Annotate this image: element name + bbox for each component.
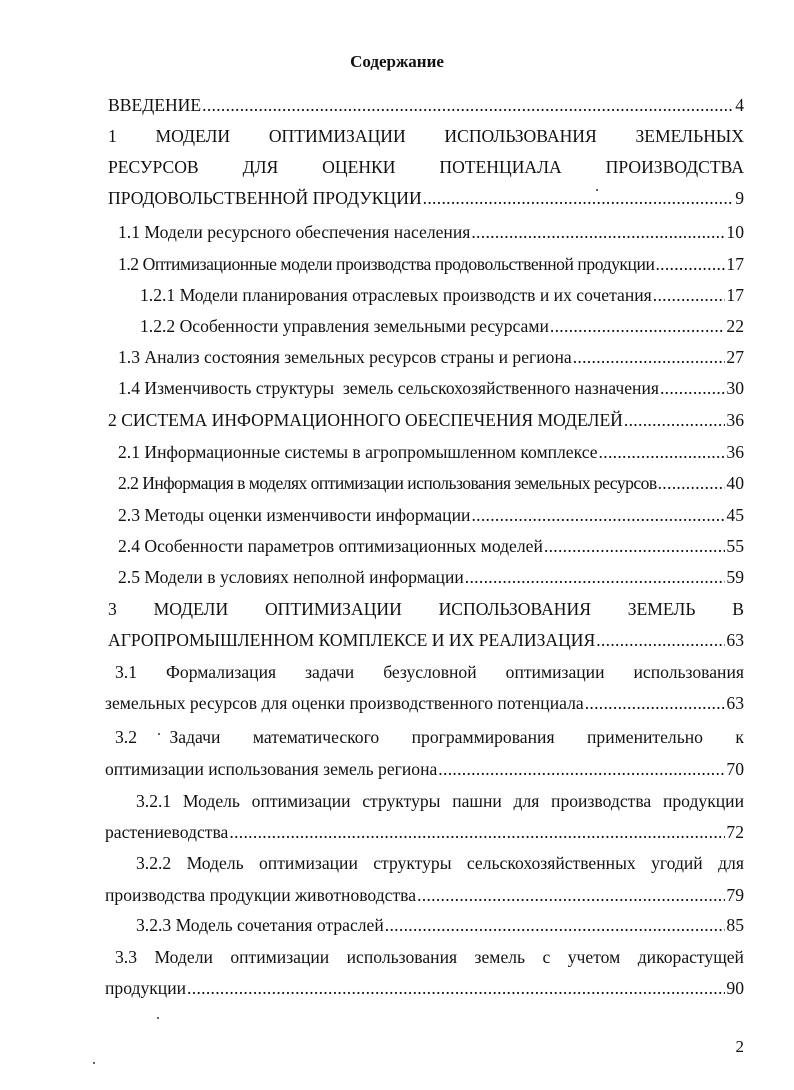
toc-label: продукции — [105, 978, 187, 998]
toc-label: 2.3 Методы оценки изменчивости информации — [118, 505, 471, 525]
toc-word: использования — [346, 947, 458, 967]
toc-label: ВВЕДЕНИЕ — [108, 95, 202, 115]
toc-page: 40 — [726, 473, 744, 493]
toc-word: с — [542, 947, 551, 967]
toc-word: программирования — [411, 727, 555, 747]
toc-label: 3.2.3 Модель сочетания отраслей — [136, 915, 384, 935]
toc-entry-3-2-line1[interactable] — [115, 726, 744, 748]
toc-entry-1-3[interactable] — [118, 346, 744, 368]
toc-page: 17 — [726, 285, 744, 305]
toc-word: оптимизации — [230, 947, 330, 967]
toc-word: ДЛЯ — [242, 157, 279, 177]
toc-label: 1.3 Анализ состояния земельных ресурсов страны и региона — [118, 347, 572, 367]
toc-entry-3-2-line2[interactable] — [105, 758, 744, 780]
scan-speck — [157, 1017, 159, 1019]
toc-word: Модель — [186, 853, 244, 873]
toc-leader — [653, 284, 726, 306]
toc-page: 55 — [726, 536, 744, 556]
toc-word: МОДЕЛИ — [155, 126, 231, 146]
toc-word: продукции — [662, 791, 744, 811]
toc-page: 70 — [726, 759, 744, 779]
toc-entry-3-1-line1[interactable] — [115, 661, 744, 683]
toc-entry-2-4[interactable] — [118, 535, 744, 557]
toc-entry-3-2-3[interactable] — [136, 914, 744, 936]
toc-word: оптимизации — [259, 853, 358, 873]
toc-word: ЗЕМЕЛЬ — [627, 599, 696, 619]
toc-word: учетом — [567, 947, 621, 967]
toc-entry-intro[interactable] — [108, 94, 744, 116]
toc-label: земельных ресурсов для оценки производственного потенциала — [105, 693, 584, 713]
toc-word: пашни — [452, 791, 502, 811]
toc-entry-ch1-line1[interactable] — [108, 125, 744, 147]
toc-page: 63 — [726, 693, 744, 713]
toc-leader — [385, 914, 726, 936]
toc-word: 3.3 — [115, 947, 137, 967]
toc-page: 85 — [726, 915, 744, 935]
toc-leader — [624, 409, 726, 431]
toc-leader — [655, 253, 725, 275]
toc-page: 79 — [726, 885, 744, 905]
toc-page: 59 — [726, 567, 744, 587]
toc-entry-2-1[interactable] — [118, 441, 744, 463]
toc-leader — [471, 504, 725, 526]
toc-word: ИСПОЛЬЗОВАНИЯ — [438, 599, 591, 619]
toc-label: АГРОПРОМЫШЛЕННОМ КОМПЛЕКСЕ И ИХ РЕАЛИЗАЦИЯ — [108, 630, 596, 650]
toc-label: оптимизации использования земель региона — [105, 759, 438, 779]
toc-label: ПРОДОВОЛЬСТВЕННОЙ ПРОДУКЦИИ — [108, 188, 422, 208]
toc-word: использования — [633, 662, 744, 682]
toc-word: ЗЕМЕЛЬНЫХ — [635, 126, 744, 146]
toc-entry-1-4[interactable] — [118, 377, 744, 399]
toc-word: ПРОИЗВОДСТВА — [605, 157, 744, 177]
toc-leader — [658, 472, 726, 494]
toc-word: задачи — [305, 662, 355, 682]
toc-word: ОПТИМИЗАЦИИ — [264, 599, 402, 619]
toc-word: 3.2.1 — [136, 791, 172, 811]
toc-entry-3-2-2-line1[interactable] — [136, 852, 744, 874]
toc-page: 22 — [726, 316, 744, 336]
toc-leader — [596, 629, 725, 651]
scan-speck — [596, 189, 598, 191]
toc-page: 90 — [726, 978, 744, 998]
toc-leader — [202, 94, 734, 116]
toc-leader — [438, 758, 725, 780]
toc-leader — [544, 535, 726, 557]
toc-page: 63 — [726, 630, 744, 650]
toc-entry-ch3-line1[interactable] — [108, 598, 744, 620]
toc-word: структуры — [373, 853, 452, 873]
toc-entry-1-1[interactable] — [118, 221, 744, 243]
toc-word: оптимизации — [251, 791, 351, 811]
toc-entry-3-2-1-line1[interactable] — [136, 790, 744, 812]
toc-word: 3.2.2 — [136, 853, 172, 873]
toc-page: 9 — [735, 188, 744, 208]
toc-entry-2-3[interactable] — [118, 504, 744, 526]
toc-word: оптимизации — [505, 662, 605, 682]
toc-label: производства продукции животноводства — [105, 885, 417, 905]
toc-entry-1-2-2[interactable] — [140, 315, 744, 337]
toc-entry-1-2[interactable] — [118, 253, 744, 275]
toc-label: 1.2.1 Модели планирования отраслевых производств и их сочетания — [140, 285, 652, 305]
toc-leader — [660, 377, 725, 399]
toc-word: к — [735, 727, 744, 747]
toc-word: 3.1 — [115, 662, 137, 682]
toc-label: 2.5 Модели в условиях неполной информации — [118, 567, 464, 587]
toc-label: 2 СИСТЕМА ИНФОРМАЦИОННОГО ОБЕСПЕЧЕНИЯ МОДЕЛЕЙ — [108, 410, 623, 430]
toc-entry-3-1-line2[interactable] — [105, 692, 744, 714]
scan-speck — [158, 733, 160, 735]
toc-page: 45 — [726, 505, 744, 525]
toc-entry-3-2-2-line2[interactable] — [105, 884, 744, 906]
toc-page: 17 — [726, 254, 744, 274]
toc-leader — [585, 692, 726, 714]
toc-leader — [550, 315, 726, 337]
toc-word: дикорастущей — [637, 947, 744, 967]
toc-word: РЕСУРСОВ — [108, 157, 199, 177]
toc-word: безусловной — [383, 662, 477, 682]
toc-word: 3 — [108, 599, 117, 619]
page-title: Содержание — [350, 52, 444, 71]
toc-word: 3.2 — [115, 727, 137, 747]
toc-page: 36 — [726, 410, 744, 430]
toc-word: Задачи — [169, 727, 221, 747]
toc-page: 36 — [726, 442, 744, 462]
toc-label: 2.1 Информационные системы в агропромышленном комплексе — [118, 442, 598, 462]
toc-entry-ch1-line2[interactable] — [108, 156, 744, 178]
toc-label: 1.2 Оптимизационные модели производства продовольственной продукции — [118, 254, 655, 274]
toc-word: МОДЕЛИ — [153, 599, 229, 619]
toc-page: 27 — [726, 347, 744, 367]
toc-word: ПОТЕНЦИАЛА — [439, 157, 562, 177]
toc-word: ИСПОЛЬЗОВАНИЯ — [444, 126, 597, 146]
toc-word: угодий — [651, 853, 703, 873]
toc-label: 2.2 Информация в моделях оптимизации использования земельных ресурсов — [118, 473, 657, 493]
toc-entry-3-3-line2[interactable] — [105, 977, 744, 999]
toc-word: структуры — [362, 791, 441, 811]
toc-word: Формализация — [166, 662, 277, 682]
toc-word: ОПТИМИЗАЦИИ — [268, 126, 406, 146]
toc-entry-ch1-line3[interactable] — [108, 187, 744, 209]
toc-label: 1.2.2 Особенности управления земельными ресурсами — [140, 316, 549, 336]
toc-page: 72 — [726, 822, 744, 842]
toc-page: 30 — [726, 378, 744, 398]
toc-page: 4 — [735, 95, 744, 115]
toc-word: производства — [551, 791, 652, 811]
toc-label: растениеводства — [105, 822, 229, 842]
toc-word: Модель — [182, 791, 240, 811]
toc-leader — [187, 977, 725, 999]
toc-word: Модели — [154, 947, 213, 967]
toc-leader — [471, 221, 725, 243]
toc-word: В — [732, 599, 744, 619]
toc-word: применительно — [587, 727, 703, 747]
toc-leader — [599, 441, 726, 463]
toc-entry-ch3-line2[interactable] — [108, 629, 744, 651]
toc-leader — [465, 566, 726, 588]
toc-word: для — [513, 791, 540, 811]
toc-word: 1 — [108, 126, 117, 146]
toc-word: для — [718, 853, 744, 873]
toc-word: математического — [252, 727, 380, 747]
toc-label: 1.4 Изменчивость структуры земель сельскохозяйственного назначения — [118, 378, 659, 398]
toc-entry-3-3-line1[interactable] — [115, 946, 744, 968]
toc-word: земель — [474, 947, 526, 967]
toc-page: 10 — [726, 222, 744, 242]
toc-word: сельскохозяйственных — [466, 853, 636, 873]
toc-entry-2-5[interactable] — [118, 566, 744, 588]
toc-label: 2.4 Особенности параметров оптимизационных моделей — [118, 536, 543, 556]
toc-leader — [423, 187, 735, 209]
page-number: 2 — [735, 1037, 744, 1056]
toc-leader — [417, 884, 725, 906]
toc-entry-ch2[interactable] — [108, 409, 744, 431]
toc-word: ОЦЕНКИ — [322, 157, 396, 177]
scan-speck — [93, 1062, 95, 1064]
toc-entry-1-2-1[interactable] — [140, 284, 744, 306]
toc-label: 1.1 Модели ресурсного обеспечения населения — [118, 222, 471, 242]
toc-leader — [229, 821, 725, 843]
toc-entry-3-2-1-line2[interactable] — [105, 821, 744, 843]
toc-leader — [573, 346, 726, 368]
toc-entry-2-2[interactable] — [118, 472, 744, 494]
